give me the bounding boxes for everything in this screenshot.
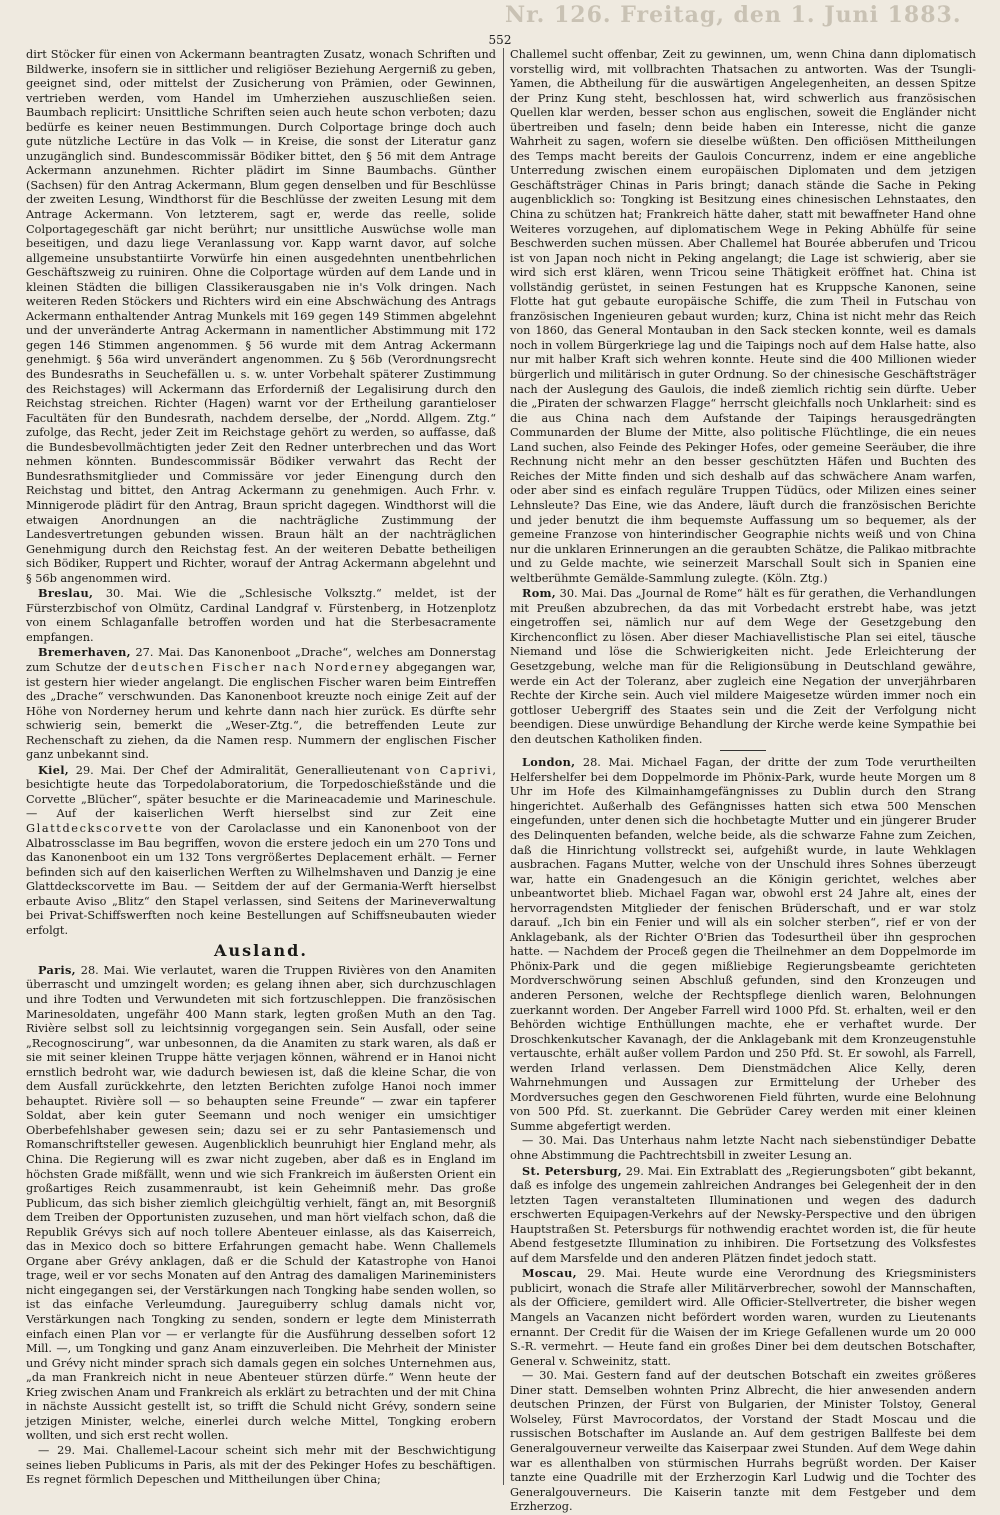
right-column: [510, 48, 976, 1514]
article-kiel-spaced-2: Glattdeckscorvette: [26, 821, 164, 835]
article-bremerhaven: [26, 645, 496, 762]
dateline-st-petersburg: St. Petersburg,: [522, 1163, 623, 1178]
article-london-2: — 30. Mai. Das Unterhaus nahm letzte Nacht nach siebenstündiger Debatte ohne Abstimmung die Pachtrechtsbill in zweiter Lesung an.: [510, 1134, 976, 1163]
left-column: [26, 48, 496, 1487]
article-breslau: [26, 586, 496, 645]
article-rom-text: 30. Mai. Das „Journal de Rome“ hält es für gerathen, die Verhandlungen mit Preußen abzubrechen, da das mit Vorbedacht erstrebt habe, was jetzt eingetroffen sei, nämlich nur auf dem Wege der Gesetzgebung den Kirchenconflict zu lösen. Aber dieser Machiavellistische Plan sei eitel, täusche Niemand und löse die Schwierigkeiten nicht. Jede Erleichterung der Gesetzgebung, welche man für die Religionsübung in Deutschland gewähre, werde ein Act der Toleranz, aber zugleich eine Negation der unverjährbaren Rechte der Kirche sein. Auch viel mildere Maigesetze würden immer noch ein gottloser Uebergriff des Staates sein und die Zeit der Verfolgung nicht beendigen. Diese unwürdige Behandlung der Kirche werde keine Sympathie bei den deutschen Katholiken finden.: [510, 587, 976, 746]
article-paris-text: 28. Mai. Wie verlautet, waren die Truppen Rivières von den Anamiten überrascht und umzingelt worden; es gelang ihnen aber, sich durchzuschlagen und ihre Todten und Verwundeten mit sich fortzuschleppen. Die französischen Marinesoldaten, ungefähr 400 Mann stark, legten großen Muth an den Tag. Rivière selbst soll zu leichtsinnig vorgegangen sein. Sein Ausfall, oder seine „Recognoscirung“, war unbesonnen, da die Anamiten zu stark waren, als daß er sie mit seiner kleinen Truppe hätte verjagen können, während er in Hanoi nicht ernstlich bedroht war, wie dadurch bewiesen ist, daß die kleine Schar, die von dem Ausfall zurückkehrte, den letzten Berichten zufolge Hanoi noch immer behauptet. Rivière soll — so behaupten seine Freunde“ — zwar ein tapferer Soldat, aber kein guter Seemann und noch weniger ein umsichtiger Oberbefehlshaber gewesen sein; dazu sei er zu sehr Pantasiemensch und Romanschriftsteller gewesen. Augenblicklich beunruhigt hier England mehr, als China. Die Regierung will es zwar nicht zugeben, aber daß es in England im höchsten Grade mißfällt, wenn und wie sich Frankreich im äußersten Orient ein großartiges Reich zusammenraubt, ist kein Geheimniß mehr. Das große Publicum, das sich bisher ziemlich gleichgültig verhielt, fängt an, mit Besorgniß dem Treiben der Opportunisten zuzusehen, und man hört vielfach schon, daß die Republik Grévys sich auf noch tollere Abenteuer einlasse, als das Kaiserreich, das in Mexico doch so bittere Erfahrungen gemacht habe. Wenn Challemels Organe aber Grévy anklagen, daß er die Schuld der Katastrophe von Hanoi trage, weil er vor sechs Monaten auf den Antrag des damaligen Marineministers nicht eingegangen sei, der Verstärkungen nach Tongking habe senden wollen, so ist das einfache Verleumdung. Jaureguiberry schlug damals nicht vor, Verstärkungen nach Tongking zu senden, sondern er legte dem Ministerrath einfach einen Plan vor — er verlangte für die Ausführung desselben sofort 12 Mill. —, um Tongking und ganz Anam einzuverleiben. Die Mehrheit der Minister und Grévy nicht minder sprach sich damals gegen ein solches Unternehmen aus, „da man Frankreich nicht in neue Abenteuer stürzen dürfe.“ Wenn heute der Krieg zwischen Anam und Frankreich als erklärt zu betrachten und der mit China in nächste Aussicht gestellt ist, so trifft die Schuld nicht Grévy, sondern seine jetzigen Minister, welche, einerlei durch welche Mittel, Tongking erobern wollten, und sich erst recht wollen.: [26, 963, 496, 1443]
article-kiel-text-c: von der Carolaclasse und ein Kanonenboot von der Albatrossclasse im Bau begriffen, wovon die erstere jedoch ein um 270 Tons und das Kanonenboot ein um 132 Tons vergrößertes Deplacement erhält. — Ferner befinden sich auf den kaiserlichen Werften zu Wilhelmshaven und Danzig je eine Glattdeckscorvette im Bau. — Seitdem der auf der Germania-Werft hierselbst erbaute Aviso „Blitz“ den Stapel verlassen, sind Seitens der Marineverwaltung bei Privat-Schiffswerften noch keine Bestellungen auf Schiffsneubauten wieder erfolgt.: [26, 821, 496, 937]
article-paris-2: — 29. Mai. Challemel-Lacour scheint sich mehr mit der Beschwichtigung seines lieben Publicums in Paris, als mit der des Pekinger Hofes zu beschäftigen. Es regnet förmlich Depeschen und Mittheilungen über China;: [26, 1443, 496, 1487]
article-kiel-text-a: 29. Mai. Der Chef der Admiralität, Generallieutenant: [69, 763, 406, 777]
dateline-breslau: Breslau,: [38, 586, 94, 601]
dateline-paris: Paris,: [38, 962, 76, 977]
article-st-petersburg: [510, 1164, 976, 1267]
article-paris-continued: Challemel sucht offenbar, Zeit zu gewinnen, um, wenn China dann diplomatisch vorstellig wird, mit vollbrachten Thatsachen zu antworten. Was der Tsungli-Yamen, die Abtheilung für die auswärtigen Angelegenheiten, an dessen Spitze der Prinz Kung steht, beschlossen hat, wird schwerlich aus französischen Quellen klar werden, besser schon aus englischen, soweit die Engländer nicht übertreiben und faseln; denn beide haben ein Interesse, nicht die ganze Wahrheit zu sagen, wofern sie dieselbe wüßten. Den officiösen Mittheilungen des Temps macht bereits der Gaulois Concurrenz, indem er eine angebliche Unterredung zwischen einem europäischen Diplomaten und dem jetzigen Geschäftsträger Chinas in Paris bringt; danach stände die Sache in Peking augenblicklich so: Tongking ist Besitzung eines chinesischen Lehnstaates, den China zu schützen hat; Frankreich hätte daher, statt mit bewaffneter Hand ohne Weiteres vorzugehen, auf diplomatischem Wege in Peking Abhülfe für seine Beschwerden suchen müssen. Aber Challemel hat Bourée abberufen und Tricou ist von Japan noch nicht in Peking angelangt; die Lage ist schwierig, aber sie wird sich erst klären, wenn Tricou seine Thätigkeit eröffnet hat. China ist vollständig gerüstet, in seinen Festungen hat es Kruppsche Kanonen, seine Flotte hat gut gebaute europäische Schiffe, die zum Theil in Futschau von französischen Ingenieuren gebaut wurden; kurz, China ist nicht mehr das Reich von 1860, das General Montauban in den Sack stecken konnte, weil es damals noch in vollem Bürgerkriege lag und die Taipings noch auf dem Halse hatte, also nur mit halber Kraft sich wehren konnte. Heute sind die 400 Millionen wieder bürgerlich und militärisch in guter Ordnung. So der chinesische Geschäftsträger nach der Auslegung des Gaulois, die indeß ziemlich richtig sein dürfte. Ueber die „Piraten der schwarzen Flagge“ herrscht gleichfalls noch Unklarheit: sind es die aus China nach dem Aufstande der Taipings herausgedrängten Communarden der Blume der Mitte, also politische Flüchtlinge, die ein neues Land suchen, also Feinde des Pekinger Hofes, oder gemeine Seeräuber, die ihre Rechnung nicht mehr an den besser geschützten Häfen und Buchten des Reiches der Mitte finden und sich deshalb auf das schwächere Anam warfen, oder aber sind es einfach reguläre Truppen Tüdücs, oder Milizen eines seiner Lehnsleute? Das Eine, wie das Andere, läuft durch die französischen Berichte und jeder benutzt die ihm bequemste Auffassung um so bequemer, als der gemeine Franzose von hinterindischer Geographie nichts weiß und von China nur die unklaren Erinnerungen an die geraubten Schätze, die Palikao mitbrachte und zu Gelde machte, wie seinerzeit Marschall Soult sich in Spanien eine weltberühmte Gemälde-Sammlung zulegte. (Köln. Ztg.): [510, 48, 976, 585]
dateline-kiel: Kiel,: [38, 762, 70, 777]
section-heading-ausland: Ausland.: [214, 941, 308, 961]
reichstag-report: dirt Stöcker für einen von Ackermann beantragten Zusatz, wonach Schriften und Bildwerke, insofern sie in sittlicher und religiöser Beziehung Aergerniß zu geben, geeignet sind, oder mittelst der Zusicherung von Prämien, oder Gewinnen, vertrieben werden, vom Handel im Umherziehen auszuschließen seien. Baumbach replicirt: Unsittliche Schriften seien auch heute schon verboten; dazu bedürfe es keiner neuen Bestimmungen. Durch Colportage bringe doch auch gute nützliche Lectüre in das Volk — in Kreise, die sonst der Literatur ganz unzugänglich sind. Bundescommissär Bödiker bittet, den § 56 mit dem Antrage Ackermann anzunehmen. Richter plädirt im Sinne Baumbachs. Günther (Sachsen) für den Antrag Ackermann, Blum gegen denselben und für Beschlüsse der zweiten Lesung, Windthorst für die Beschlüsse der zweiten Lesung mit dem Antrage Ackermann. Von letzterem, sagt er, werde das reelle, solide Colportagegeschäft gar nicht berührt; nur unsittliche Auswüchse wolle man beseitigen, und dazu liege Veranlassung vor. Kapp warnt davor, auf solche allgemeine unsubstantiirte Vorwürfe hin einen ausgedehnten unentbehrlichen Geschäftszweig zu ruiniren. Ohne die Colportage würden auf dem Lande und in kleinen Städten die billigen Classikerausgaben nie in's Volk dringen. Nach weiteren Reden Stöckers und Richters wird ein eine Abschwächung des Antrags Ackermann enthaltender Antrag Munkels mit 169 gegen 149 Stimmen abgelehnt und der unveränderte Antrag Ackermann in namentlicher Abstimmung mit 172 gegen 146 Stimmen angenommen. § 56 wurde mit dem Antrag Ackermann genehmigt. § 56a wird unverändert angenommen. Zu § 56b (Verordnungsrecht des Bundesraths in Seuchefällen u. s. w. unter Vorbehalt späterer Zustimmung des Reichstages) will Ackermann das Erforderniß der Legalisirung durch den Reichstag streichen. Richter (Hagen) warnt vor der Ertheilung garantieloser Facultäten für den Bundesrath, nachdem derselbe, der „Nordd. Allgem. Ztg.“ zufolge, das Recht, jeder Zeit im Reichstage gehört zu werden, so auffasse, daß die Bundesbevollmächtigten jeder Zeit den Redner unterbrechen und das Wort nehmen könnten. Bundescommissär Bödiker verwahrt das Recht der Bundesrathsmitglieder und Commissäre vor jeder Einengung durch den Reichstag und bittet, den Antrag Ackermann zu genehmigen. Auch Frhr. v. Minnigerode plädirt für den Antrag, Braun spricht dagegen. Windthorst will die etwaigen Anordnungen an die nachträgliche Zustimmung der Landesvertretungen gebunden wissen. Braun hält an der nachträglichen Genehmigung durch den Reichstag fest. An der weiteren Debatte betheiligen sich Bödiker, Ruppert und Richter, worauf der Antrag Ackermann abgelehnt und § 56b angenommen wird.: [26, 48, 496, 585]
article-bremerhaven-text-a: 27. Mai. Das Kanonenboot „Drache“, welches am Donnerstag zum Schutze der: [26, 646, 496, 674]
article-kiel-spaced-1: von Caprivi: [405, 763, 493, 777]
dateline-london: London,: [522, 755, 576, 770]
article-bremerhaven-text-b: abgegangen war, ist gestern hier wieder angelangt. Die englischen Fischer waren beim Eintreffen des „Drache“ verschwunden. Das Kanonenboot kreuzte noch einige Zeit auf der Höhe von Norderney herum und kehrte dann nach hier zurück. Es dürfte sehr schwierig sein, bemerkt die „Weser-Ztg.“, die betreffenden Leute zur Rechenschaft zu ziehen, da die Namen resp. Nummern der englischen Fischer ganz unbekannt sind.: [26, 660, 497, 762]
article-st-petersburg-text: 29. Mai. Ein Extrablatt des „Regierungsboten“ gibt bekannt, daß es infolge des ungemein zahlreichen Andranges bei Gelegenheit der in den letzten Tagen veranstalteten Illuminationen und wegen des dadurch erschwerten Equipagen-Verkehrs auf der Newsky-Perspective und den übrigen Hauptstraßen St. Petersburgs für nothwendig erachtet worden ist, die für heute Abend festgesetzte Illumination zu inhibiren. Die Fortsetzung des Volksfestes auf dem Marsfelde und den anderen Plätzen findet jedoch statt.: [510, 1164, 976, 1265]
column-divider: [503, 48, 504, 1485]
article-london: [510, 755, 976, 1134]
article-moscau-text: 29. Mai. Heute wurde eine Verordnung des Kriegsministers publicirt, wonach die Strafe aller Militärverbrecher, sowohl der Mannschaften, als der Officiere, gemildert wird. Alle Officier-Stellvertreter, die bisher wegen Mangels an Vacanzen nicht befördert worden waren, wurden zu Lieutenants ernannt. Der Credit für die Waisen der im Kriege Gefallenen wurde um 20 000 S.-R. vermehrt. — Heute fand ein großes Diner bei dem deutschen Botschafter, General v. Schweinitz, statt.: [510, 1267, 976, 1368]
dateline-moscau: Moscau,: [522, 1266, 577, 1281]
article-moscau: [510, 1266, 976, 1369]
article-separator: [720, 750, 766, 751]
article-rom: [510, 586, 976, 747]
article-paris: [26, 963, 496, 1444]
masthead-bleedthrough: Nr. 126. Freitag, den 1. Juni 1883.: [505, 2, 962, 28]
article-moscau-2: — 30. Mai. Gestern fand auf der deutschen Botschaft ein zweites größeres Diner statt. Demselben wohnten Prinz Albrecht, die hier anwesenden andern deutschen Prinzen, der Fürst von Bulgarien, der Minister Tolstoy, General Wolseley, Fürst Mavrocordatos, der Vorstand der Stadt Moscau und die russischen Botschafter im Auslande an. Auf dem gestrigen Ballfeste bei dem Generalgouverneur verweilte das Kaiserpaar zwei Stunden. Auf dem Wege dahin war es allenthalben von stürmischen Hurrahs begrüßt worden. Der Kaiser tanzte eine Quadrille mit der Erzherzogin Karl Ludwig und die Tochter des Generalgouverneurs. Die Kaiserin tanzte mit dem Festgeber und dem Erzherzog.: [510, 1369, 976, 1514]
article-london-text: 28. Mai. Michael Fagan, der dritte der zum Tode verurtheilten Helfershelfer bei dem Doppelmorde im Phönix-Park, wurde heute Morgen um 8 Uhr im Hofe des Kilmainhamgefängnisses zu Dublin durch den Strang hingerichtet. Außerhalb des Gefängnisses hatten sich etwa 500 Menschen eingefunden, unter denen sich die hochbetagte Mutter und ein jüngerer Bruder des Delinquenten befanden, welche beide, als die schwarze Fahne zum Zeichen, daß die Hinrichtung vollstreckt sei, aufgehißt wurde, in laute Wehklagen ausbrachen. Fagans Mutter, welche von der Unschuld ihres Sohnes überzeugt war, hatte ein Gnadengesuch an die Königin gerichtet, welches aber unbeantwortet blieb. Michael Fagan war, obwohl erst 24 Jahre alt, eines der hervorragendsten Mitglieder der fenischen Brüderschaft, und er war stolz darauf. „Ich bin ein Fenier und will als ein solcher sterben“, rief er von der Anklagebank, als der Richter O'Brien das Todesurtheil über ihn gesprochen hatte. — Nachdem der Proceß gegen die Theilnehmer an dem Doppelmorde im Phönix-Park und die gegen mißliebige Regierungsbeamte gerichteten Mordverschwörung seinen Abschluß gefunden, sind den Kronzeugen und anderen Personen, welche der Rechtspflege dienlich waren, Belohnungen zuerkannt worden. Der Angeber Farrell wird 1000 Pfd. St. erhalten, weil er den Behörden wichtige Enthüllungen machte, ehe er verhaftet wurde. Der Droschkenkutscher Kavanagh, der die Anklagebank mit dem Kronzeugenstuhle vertauschte, erhält außer vollem Pardon und 250 Pfd. St. Er sowohl, als Farrell, werden Irland verlassen. Dem Dienstmädchen Alice Kelly, deren Wahrnehmungen und Aussagen zur Ermittelung der Urheber des Mordversuches gegen den Geschworenen Field führten, wurde eine Belohnung von 500 Pfd. St. zuerkannt. Die Gebrüder Carey werden mit einer kleinen Summe abgefertigt werden.: [510, 756, 976, 1133]
article-breslau-text: 30. Mai. Wie die „Schlesische Volksztg.“ meldet, ist der Fürsterzbischof von Olmütz, Cardinal Landgraf v. Fürstenberg, in Hotzenplotz von einem Schlaganfalle betroffen worden und hat die Sterbesacramente empfangen.: [26, 587, 496, 644]
article-kiel-text-b: , besichtigte heute das Torpedolaboratorium, die Torpedoschießstände und die Corvette „Blücher“, später besuchte er die Marineacademie und Marineschule. — Auf der kaiserlichen Werft hierselbst sind zur Zeit eine: [26, 763, 496, 821]
page-number: 552: [488, 33, 512, 47]
article-kiel: [26, 763, 496, 939]
dateline-rom: Rom,: [522, 586, 557, 601]
dateline-bremerhaven: Bremerhaven,: [38, 645, 131, 660]
article-bremerhaven-spaced: deutschen Fischer nach Norderney: [131, 660, 391, 674]
